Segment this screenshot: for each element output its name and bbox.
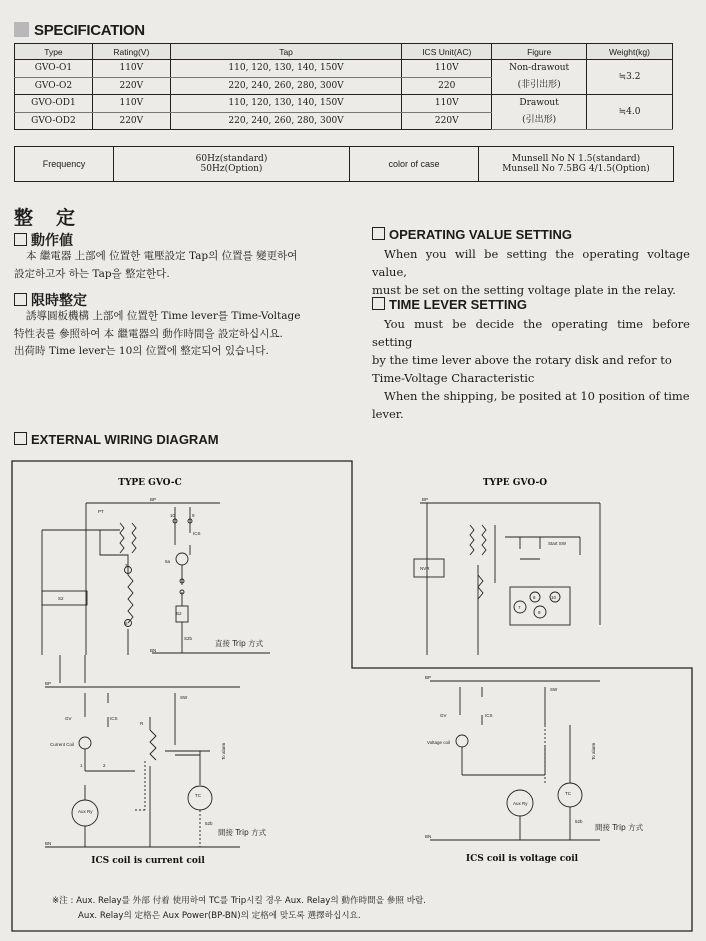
color-standard: Munsell No N 1.5(standard)	[511, 154, 641, 164]
frequency-option: 50Hz(Option)	[200, 164, 263, 174]
footnote-line-2: Aux. Relay의 定格은 Aux Power(BP-BN)의 定格에 맞도록 選擇하십시요.	[78, 911, 361, 921]
label-pt: PT	[98, 509, 104, 514]
label-ics-c2: ICS	[110, 716, 118, 721]
cell-ics: 220	[402, 77, 492, 95]
label-ics-o: ICS	[485, 713, 493, 718]
wire	[42, 530, 120, 655]
cell-tap: 110, 120, 130, 140, 150V	[170, 95, 402, 113]
label-n7: 7	[518, 605, 521, 610]
footnote	[52, 894, 672, 924]
label-current-coil: Current Coil	[50, 742, 75, 747]
label-52b: 52b	[205, 821, 213, 826]
adjust-title: 整 定	[14, 207, 78, 229]
label-nvr: NVR	[420, 566, 430, 571]
label-bp-o2: BP	[425, 675, 432, 680]
table-row	[15, 60, 673, 78]
col-weight: Weight(kg)	[587, 44, 673, 60]
wiring-heading: EXTERNAL WIRING DIAGRAM	[14, 432, 219, 447]
label-n1: 1	[80, 763, 83, 768]
label-n9: 9	[192, 513, 195, 518]
table-row	[15, 95, 673, 113]
label-5a: 5a	[165, 559, 171, 564]
label-52b-o: 52b	[575, 819, 583, 824]
checkbox-icon	[14, 233, 27, 246]
time-setting-heading: 限時整定	[14, 290, 87, 310]
wire	[100, 530, 128, 575]
timelever-text: You must be decide the operating time before setting by the time lever above the rotary disk and refor to Time-Voltage Characteristic When the shipping, be posited at 10 position of time lever.	[372, 317, 690, 421]
label-n8: 8	[125, 621, 128, 626]
caption-voltage: ICS coil is voltage coil	[465, 854, 579, 864]
cell-rating: 220V	[92, 112, 170, 130]
label-to-alarm: To alarm	[221, 742, 226, 760]
voltage-coil	[456, 735, 468, 747]
wire	[85, 749, 135, 771]
cell-rating: 110V	[92, 60, 170, 78]
relay-coil	[128, 575, 133, 623]
figure-a-kr: (非引出形)	[517, 80, 561, 90]
label-n2: 2	[103, 763, 106, 768]
col-figure: Figure	[492, 44, 587, 60]
wire	[495, 525, 580, 583]
type-o-title: TYPE GVO-O	[482, 478, 548, 488]
wire	[175, 507, 190, 555]
cell-rating: 220V	[92, 77, 170, 95]
label-n8-o: 8	[533, 595, 536, 600]
label-bp: BP	[150, 497, 157, 502]
color-case-label: color of case	[350, 147, 479, 181]
footnote-line-1: ※注 : Aux. Relay를 外部 付着 使用하여 TC를 Trip시킬 경우 Aux. Relay의 動作時間을 參照 바람.	[52, 896, 427, 906]
label-aux: Aux Ry	[78, 809, 93, 814]
pt-coil	[482, 525, 486, 555]
start-sw	[520, 537, 540, 559]
op-value-heading: 動作値	[14, 230, 73, 250]
col-rating: Rating(V)	[92, 44, 170, 60]
operating-heading: OPERATING VALUE SETTING	[372, 227, 572, 242]
label-n10-o: 10	[551, 595, 557, 600]
wire	[165, 751, 210, 785]
cell-ics: 110V	[402, 95, 492, 113]
wire	[520, 687, 570, 840]
label-tc: TC	[195, 793, 201, 798]
spec-heading: SPECIFICATION	[14, 22, 145, 39]
cell-tap: 110, 120, 130, 140, 150V	[170, 60, 402, 78]
col-ics: ICS Unit(AC)	[402, 44, 492, 60]
label-n10: 10	[170, 513, 176, 518]
checkbox-icon	[372, 227, 385, 240]
cell-tap: 220, 240, 260, 280, 300V	[170, 77, 402, 95]
checkbox-icon	[14, 432, 27, 445]
wire	[60, 655, 85, 683]
indirect-trip-c: 間接 Trip 方式	[218, 828, 267, 837]
cell-weight-b: ≒4.0	[587, 95, 673, 130]
label-s2: S2	[58, 596, 64, 601]
label-bp-c2: BP	[45, 681, 52, 686]
color-case-values	[479, 147, 673, 181]
cell-figure-b	[492, 95, 587, 130]
cell-type: GVO-OD2	[15, 112, 93, 130]
label-sw-o: SW	[550, 687, 558, 692]
cell-type: GVO-O2	[15, 77, 93, 95]
heading-marker	[14, 22, 29, 37]
figure-a-en: Non-drawout	[509, 63, 570, 73]
pt-coil	[132, 523, 136, 553]
label-bn-o2: BN	[425, 834, 432, 839]
label-aux-o: Aux Ry	[513, 801, 528, 806]
color-option: Munsell No 7.5BG 4/1.5(Option)	[502, 164, 650, 174]
direct-trip-label: 直接 Trip 方式	[215, 639, 264, 648]
label-bn-c2: BN	[45, 841, 52, 846]
op-value-text: 本 繼電器 上部에 位置한 電壓設定 Tap의 位置를 變更하여 設定하고자 하는 Tap을 整定한다.	[14, 250, 298, 280]
pt-coil	[470, 525, 474, 555]
label-gv-o: GV	[440, 713, 447, 718]
label-s2-coil: S2	[176, 611, 182, 616]
label-bn: BN	[150, 648, 157, 653]
figure-b-en: Drawout	[519, 98, 559, 108]
checkbox-icon	[372, 297, 385, 310]
label-r: R	[140, 721, 144, 726]
pt-coil	[120, 523, 124, 553]
tc-coil	[188, 786, 212, 810]
wire	[460, 687, 482, 725]
resistor	[150, 730, 156, 760]
aux-dash	[135, 761, 200, 847]
type-c-title: TYPE GVO-C	[118, 478, 182, 488]
caption-current: ICS coil is current coil	[91, 856, 205, 866]
cell-ics: 220V	[402, 112, 492, 130]
cell-figure-a	[492, 60, 587, 95]
frequency-table	[14, 146, 674, 182]
cell-type: GVO-OD1	[15, 95, 93, 113]
operating-text: When you will be setting the operating voltage value, must be set on the setting voltage plate in the relay.	[372, 247, 690, 297]
label-voltage-coil: Voltage coil	[427, 740, 451, 745]
wiring-diagram	[0, 455, 706, 941]
label-gv: GV	[65, 716, 72, 721]
s2-box	[42, 591, 87, 605]
label-ics: ICS	[193, 531, 201, 536]
label-tc-o: TC	[565, 791, 571, 796]
cell-type: GVO-O1	[15, 60, 93, 78]
frequency-values	[114, 147, 350, 181]
cell-tap: 220, 240, 260, 280, 300V	[170, 112, 402, 130]
indirect-trip-o: 間接 Trip 方式	[595, 823, 644, 832]
ics-coil	[176, 553, 188, 565]
wire	[478, 565, 483, 655]
label-bp-o1: BP	[422, 497, 429, 502]
spec-header-row	[15, 44, 673, 60]
cell-rating: 110V	[92, 95, 170, 113]
label-s2b: S2b	[184, 636, 193, 641]
label-n3: 3	[125, 563, 128, 568]
time-setting-text: 誘導圓板機構 上部에 位置한 Time lever를 Time-Voltage 特性表를 參照하여 本 繼電器의 動作時間을 設定하십시요. 出荷時 Time lever는 10의 位置에 整定되어 있습니다.	[14, 310, 301, 357]
wire	[150, 693, 200, 847]
timelever-heading: TIME LEVER SETTING	[372, 297, 527, 312]
frequency-standard: 60Hz(standard)	[195, 154, 268, 164]
checkbox-icon	[14, 293, 27, 306]
label-n9-o: 9	[538, 610, 541, 615]
current-coil	[79, 737, 91, 749]
figure-b-kr: (引出形)	[522, 115, 557, 125]
spec-table	[14, 43, 673, 130]
col-type: Type	[15, 44, 93, 60]
frequency-label: Frequency	[15, 147, 114, 181]
label-to-alarm-o: To alarm	[591, 742, 596, 760]
label-start-sw: Start SW	[548, 541, 567, 546]
label-sw: SW	[180, 695, 188, 700]
col-tap: Tap	[170, 44, 402, 60]
wire	[462, 747, 545, 775]
cell-weight-a: ≒3.2	[587, 60, 673, 95]
wire	[427, 503, 600, 655]
wire	[85, 693, 108, 727]
cell-ics: 110V	[402, 60, 492, 78]
